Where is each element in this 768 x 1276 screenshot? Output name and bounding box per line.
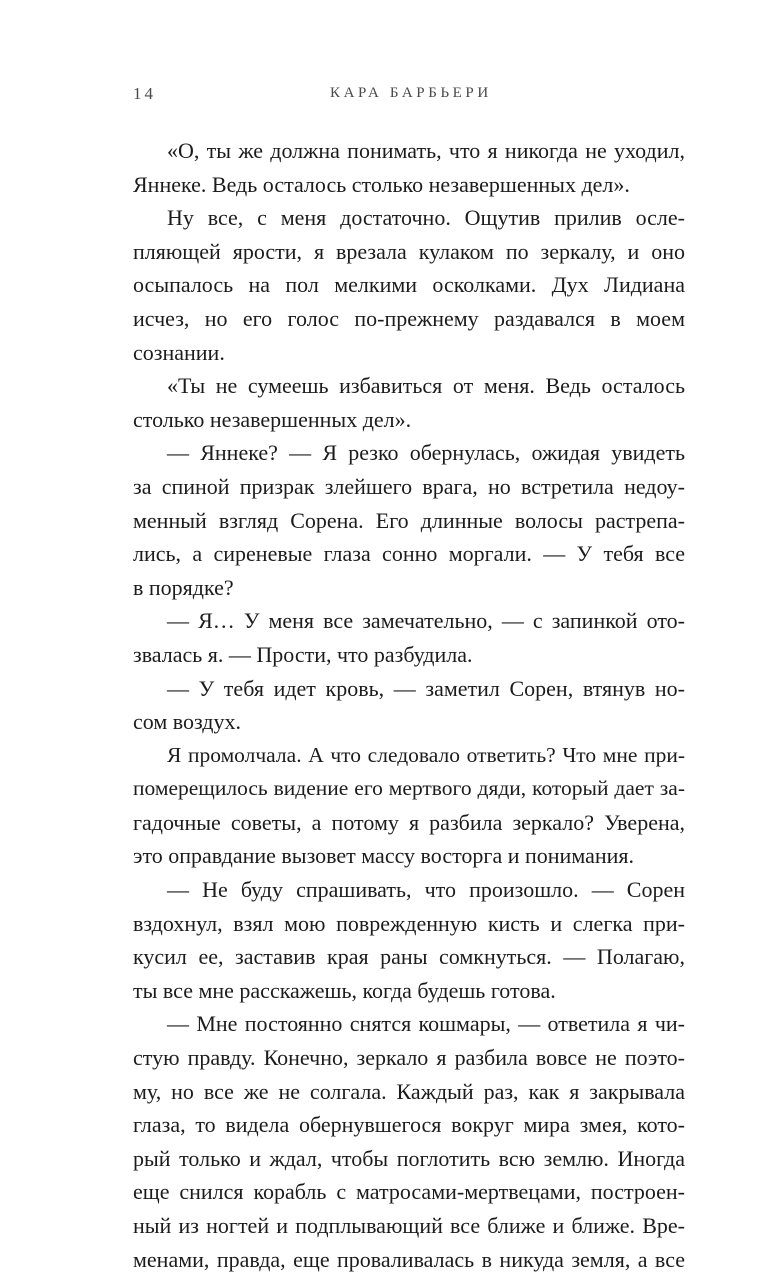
text-line: Яннеке. Ведь осталось столько незавершенных дел». xyxy=(133,171,630,197)
text-line: — Я… У меня все замечательно, — с запинкой ото- xyxy=(167,608,685,634)
text-line: — Не буду спрашивать, что произошло. — Сорен xyxy=(167,877,685,903)
text-line: — Мне постоянно снятся кошмары, — ответила я чи- xyxy=(167,1011,685,1037)
text-line: сом воздух. xyxy=(133,709,241,735)
text-line: менами, правда, еще проваливалась в никуда земля, а все xyxy=(133,1246,685,1272)
text-line: глаза, то видела обернувшегося вокруг мира змея, кото- xyxy=(133,1112,685,1138)
text-line: померещилось видение его мертвого дяди, который дает за- xyxy=(133,776,685,801)
text-line: рый только и ждал, чтобы поглотить всю землю. Иногда xyxy=(133,1145,685,1171)
text-line: сознании. xyxy=(133,339,225,365)
text-line: менный взгляд Сорена. Его длинные волосы растрепа- xyxy=(133,507,685,533)
text-line: «Ты не сумеешь избавиться от меня. Ведь осталось xyxy=(167,373,685,399)
text-line: пляющей ярости, я врезала кулаком по зеркалу, и оно xyxy=(133,238,685,264)
text-line: звалась я. — Прости, что разбудила. xyxy=(133,641,473,667)
text-line: — Яннеке? — Я резко обернулась, ожидая увидеть xyxy=(167,440,685,466)
text-line: Я промолчала. А что следовало ответить? Что мне при- xyxy=(167,742,685,767)
text-line: стую правду. Конечно, зеркало я разбила вовсе не поэто- xyxy=(133,1045,685,1071)
text-line: Ну все, с меня достаточно. Ощутив прилив осле- xyxy=(167,205,685,231)
page-header xyxy=(133,84,683,108)
page-number: 14 xyxy=(133,84,156,103)
text-line: «О, ты же должна понимать, что я никогда не уходил, xyxy=(167,138,685,163)
text-line: столько незавершенных дел». xyxy=(133,406,412,432)
text-line: еще снился корабль с матросами-мертвецами, построен- xyxy=(133,1179,685,1205)
text-line: в порядке? xyxy=(133,574,234,600)
text-line: — У тебя идет кровь, — заметил Сорен, втянув но- xyxy=(167,675,685,701)
text-line: осыпалось на пол мелкими осколками. Дух Лидиана xyxy=(133,272,685,298)
text-line: кусил ее, заставив края раны сомкнуться. — Полагаю, xyxy=(133,944,685,970)
text-line: гадочные советы, а потому я разбила зеркало? Уверена, xyxy=(133,809,685,835)
text-line: ный из ногтей и подплывающий все ближе и ближе. Вре- xyxy=(133,1213,685,1238)
text-line: ты все мне расскажешь, когда будешь готова. xyxy=(133,977,556,1003)
running-head-author: КАРА БАРБЬЕРИ xyxy=(330,85,492,101)
text-line: это оправдание вызовет массу восторга и понимания. xyxy=(133,843,635,869)
text-line: исчез, но его голос по-прежнему раздавался в моем xyxy=(133,305,685,331)
text-line: му, но все же не солгала. Каждый раз, как я закрывала xyxy=(133,1078,685,1104)
body-text xyxy=(133,134,685,1276)
text-line: вздохнул, взял мою поврежденную кисть и слегка при- xyxy=(133,910,685,936)
text-line: за спиной призрак злейшего врага, но встретила недоу- xyxy=(133,473,685,499)
text-line: лись, а сиреневые глаза сонно моргали. — У тебя все xyxy=(133,541,685,567)
